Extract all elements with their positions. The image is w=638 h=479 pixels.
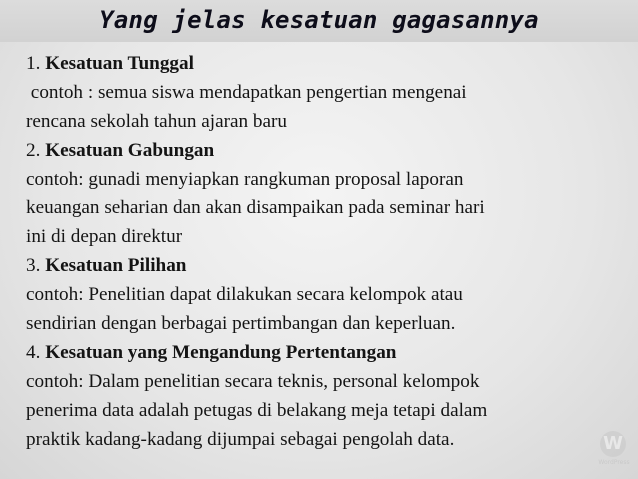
example-line: rencana sekolah tahun ajaran baru	[26, 110, 288, 132]
list-item-heading	[26, 252, 616, 281]
list-item-heading	[26, 50, 616, 79]
watermark-text: WordPress	[598, 459, 630, 466]
example-line: keuangan seharian dan akan disampaikan pada seminar hari	[26, 197, 485, 219]
list-item-heading	[26, 137, 616, 166]
wordpress-logo-icon: W	[600, 431, 626, 457]
item-number: 4.	[26, 341, 41, 363]
item-heading: Kesatuan yang Mengandung Pertentangan	[45, 341, 397, 363]
example-line: ini di depan direktur	[26, 226, 183, 248]
slide-title: Yang jelas kesatuan gagasannya	[99, 6, 539, 34]
example-line: penerima data adalah petugas di belakang meja tetapi dalam	[26, 399, 488, 421]
example-line: contoh: Penelitian dapat dilakukan secara kelompok atau	[26, 284, 463, 306]
wordpress-watermark	[596, 431, 632, 471]
item-heading: Kesatuan Gabungan	[45, 139, 215, 161]
slide-content	[26, 50, 616, 454]
item-number: 2.	[26, 139, 41, 161]
item-number: 1.	[26, 53, 41, 74]
example-line: contoh: Dalam penelitian secara teknis, personal kelompok	[26, 370, 480, 392]
item-heading: Kesatuan Pilihan	[45, 255, 187, 277]
item-number: 3.	[26, 255, 41, 277]
example-line: contoh: gunadi menyiapkan rangkuman proposal laporan	[26, 168, 464, 190]
example-line: contoh : semua siswa mendapatkan pengertian mengenai	[26, 81, 467, 103]
list-item-heading	[26, 339, 616, 368]
example-line: praktik kadang-kadang dijumpai sebagai pengolah data.	[26, 428, 455, 450]
item-heading: Kesatuan Tunggal	[45, 53, 194, 74]
example-line: sendirian dengan berbagai pertimbangan dan keperluan.	[26, 313, 456, 335]
